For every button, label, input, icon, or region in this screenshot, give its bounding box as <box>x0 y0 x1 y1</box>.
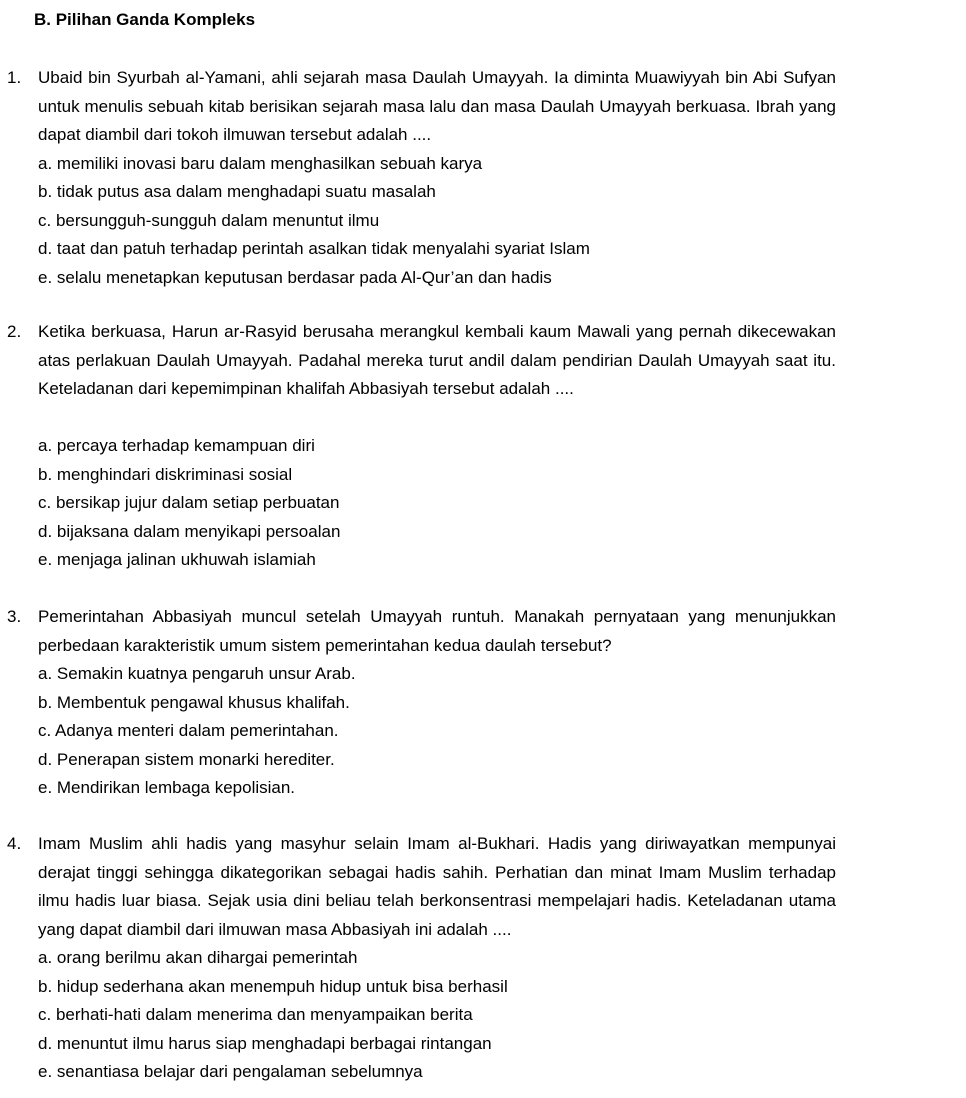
question-number: 3. <box>7 607 22 626</box>
question-stem: Pemerintahan Abbasiyah muncul setelah Umayyah runtuh. Manakah pernyataan yang menunjukkan perbedaan karakteristik umum sistem pemerintahan kedua daulah tersebut? <box>38 607 836 655</box>
option-a[interactable]: a. orang berilmu akan dihargai pemerintah <box>38 948 358 967</box>
option-list <box>38 944 938 1087</box>
option-b[interactable]: b. tidak putus asa dalam menghadapi suatu masalah <box>38 182 436 201</box>
question-number: 2. <box>7 322 22 341</box>
option-list <box>38 150 938 293</box>
option-list <box>38 660 938 803</box>
option-e[interactable]: e. menjaga jalinan ukhuwah islamiah <box>38 550 316 569</box>
option-e[interactable]: e. Mendirikan lembaga kepolisian. <box>38 778 296 797</box>
option-d[interactable]: d. Penerapan sistem monarki herediter. <box>38 749 335 769</box>
option-c[interactable]: c. Adanya menteri dalam pemerintahan. <box>38 721 339 740</box>
option-e[interactable]: e. senantiasa belajar dari pengalaman sebelumnya <box>38 1062 423 1081</box>
option-list <box>38 432 938 575</box>
option-c[interactable]: c. bersungguh-sungguh dalam menuntut ilmu <box>38 210 380 230</box>
option-c[interactable]: c. berhati-hati dalam menerima dan menyampaikan berita <box>38 1005 473 1024</box>
question-stem: Imam Muslim ahli hadis yang masyhur selain Imam al-Bukhari. Hadis yang diriwayatkan mempunyai derajat tinggi sehingga dikategorikan sebagai hadis sahih. Perhatian dan minat Imam Muslim terhadap ilmu hadis luar biasa. Sejak usia dini beliau telah berkonsentrasi mempelajari hadis. Keteladanan utama yang dapat diambil dari ilmuwan masa Abbasiyah ini adalah .... <box>38 834 836 939</box>
option-e[interactable]: e. selalu menetapkan keputusan berdasar pada Al-Qur’an dan hadis <box>38 267 552 287</box>
question-number: 1. <box>7 68 22 87</box>
option-d[interactable]: d. bijaksana dalam menyikapi persoalan <box>38 521 341 541</box>
option-d[interactable]: d. taat dan patuh terhadap perintah asalkan tidak menyalahi syariat Islam <box>38 239 590 258</box>
option-b[interactable]: b. Membentuk pengawal khusus khalifah. <box>38 692 350 712</box>
option-a[interactable]: a. memiliki inovasi baru dalam menghasilkan sebuah karya <box>38 153 483 173</box>
option-d[interactable]: d. menuntut ilmu harus siap menghadapi berbagai rintangan <box>38 1033 492 1053</box>
section-title: B. Pilihan Ganda Kompleks <box>34 10 256 29</box>
option-b[interactable]: b. hidup sederhana akan menempuh hidup untuk bisa berhasil <box>38 976 508 996</box>
question-number: 4. <box>7 834 22 853</box>
question-stem: Ubaid bin Syurbah al-Yamani, ahli sejarah masa Daulah Umayyah. Ia diminta Muawiyyah bin Abi Sufyan untuk menulis sebuah kitab berisikan sejarah masa lalu dan masa Daulah Umayyah berkuasa. Ibrah yang dapat diambil dari tokoh ilmuwan tersebut adalah .... <box>38 68 836 144</box>
option-c[interactable]: c. bersikap jujur dalam setiap perbuatan <box>38 493 340 512</box>
option-a[interactable]: a. percaya terhadap kemampuan diri <box>38 436 315 455</box>
option-a[interactable]: a. Semakin kuatnya pengaruh unsur Arab. <box>38 664 356 683</box>
question-stem: Ketika berkuasa, Harun ar-Rasyid berusaha merangkul kembali kaum Mawali yang pernah dikecewakan atas perlakuan Daulah Umayyah. Padahal mereka turut andil dalam pendirian Daulah Umayyah saat itu. Keteladanan dari kepemimpinan khalifah Abbasiyah tersebut adalah .... <box>38 322 836 398</box>
option-b[interactable]: b. menghindari diskriminasi sosial <box>38 464 293 484</box>
